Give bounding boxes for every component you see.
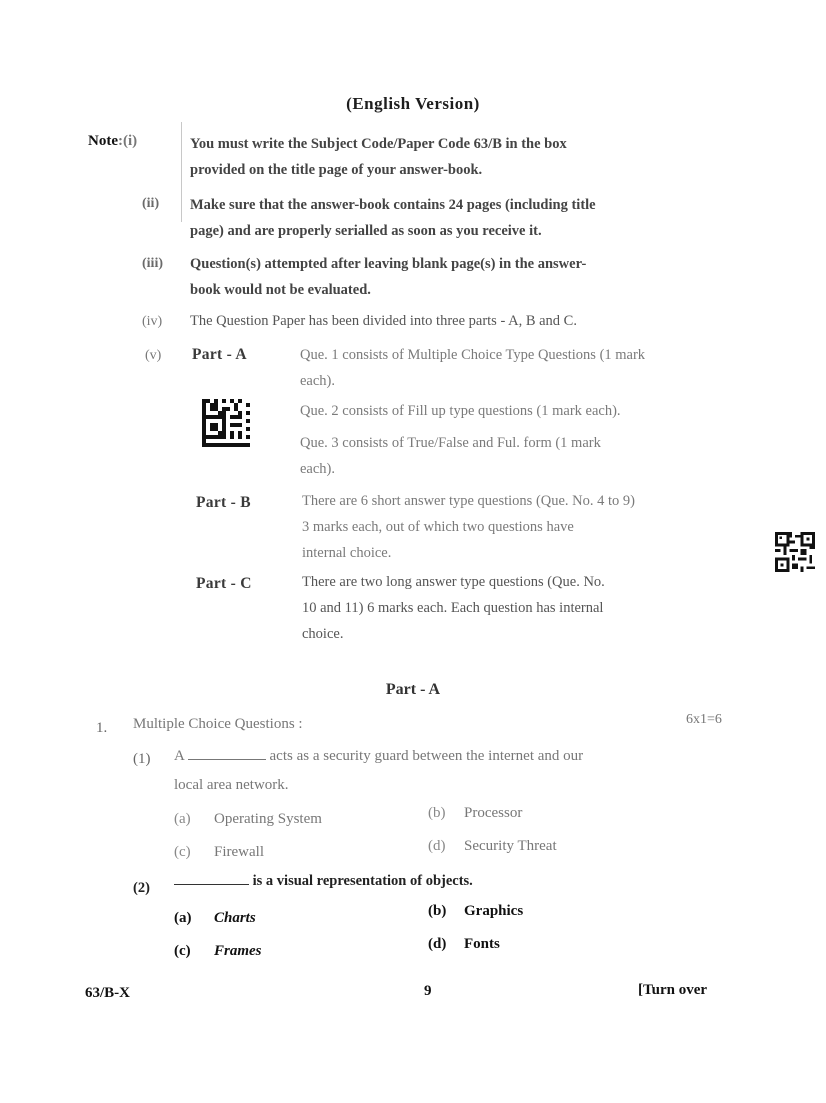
part-b-label: Part - B: [196, 494, 251, 511]
option-text: Processor: [464, 805, 523, 821]
note-num-i: :(i): [118, 133, 138, 149]
option-2a: [174, 910, 256, 927]
part-c-text: [302, 569, 718, 647]
part-a-que1-line-1: Que. 1 consists of Multiple Choice Type Questions (1 mark: [300, 347, 646, 363]
option-text: Frames: [214, 943, 262, 959]
part-a-que3-line-1: Que. 3 consists of True/False and Ful. form (1 mark: [300, 435, 601, 451]
option-1b: [428, 805, 522, 822]
option-text: Charts: [214, 910, 256, 926]
subquestion-1-number: (1): [133, 751, 151, 767]
option-letter: (c): [174, 844, 191, 860]
note-num-iii: (iii): [142, 256, 163, 271]
option-text: Operating System: [214, 811, 322, 827]
part-c-line-2: 10 and 11) 6 marks each. Each question has internal: [302, 600, 604, 616]
part-c-line-3: choice.: [302, 626, 344, 642]
option-1c: [174, 844, 264, 861]
option-text: Security Threat: [464, 838, 557, 854]
note-iii-line-1: Question(s) attempted after leaving blank page(s) in the answer-: [190, 256, 587, 272]
part-a-que3: [300, 430, 720, 482]
option-letter: (d): [428, 838, 446, 854]
option-letter: (c): [174, 943, 191, 959]
subquestion-2-after: is a visual representation of objects.: [252, 873, 473, 889]
paper-code: 63/B-X: [85, 985, 130, 1001]
part-a-que1-line-2: each).: [300, 373, 336, 389]
section-heading: Part - A: [385, 681, 441, 698]
note-iv: The Question Paper has been divided into three parts - A, B and C.: [190, 313, 577, 329]
note-num-v: (v): [145, 348, 162, 363]
subquestion-1-line-2: local area network.: [174, 777, 289, 793]
part-b-line-3: internal choice.: [302, 545, 392, 561]
subquestion-1-after: acts as a security guard between the internet and our: [269, 748, 584, 764]
option-letter: (d): [428, 936, 447, 952]
question-1-number: 1.: [96, 720, 108, 736]
option-2b: [428, 903, 523, 920]
part-a-que3-line-2: each).: [300, 461, 336, 477]
note-ii-line-1: Make sure that the answer-book contains 24 pages (including title: [190, 197, 596, 213]
note-i: [190, 131, 726, 183]
option-1d: [428, 838, 557, 855]
option-text: Firewall: [214, 844, 264, 860]
note-divider: [181, 122, 182, 222]
question-1-title: Multiple Choice Questions :: [133, 716, 303, 732]
page-number: 9: [424, 983, 432, 999]
note-iii-line-2: book would not be evaluated.: [190, 282, 371, 298]
note-num-iv: (iv): [142, 314, 163, 329]
note-num-ii: (ii): [142, 196, 160, 211]
part-b-text: [302, 488, 718, 566]
subquestion-2-text: [174, 872, 473, 890]
option-letter: (b): [428, 903, 447, 919]
part-a-label: Part - A: [192, 346, 247, 363]
option-letter: (b): [428, 805, 446, 821]
note-label: [88, 133, 137, 150]
part-a-que2: Que. 2 consists of Fill up type questions (1 mark each).: [300, 403, 621, 419]
part-a-que1: [300, 342, 720, 394]
option-text: Fonts: [464, 936, 500, 952]
subquestion-1-before: A: [174, 748, 185, 764]
part-c-label: Part - C: [196, 575, 252, 592]
note-i-line-1: You must write the Subject Code/Paper Code 63/B in the box: [190, 136, 567, 152]
note-i-line-2: provided on the title page of your answer-book.: [190, 162, 483, 178]
option-2d: [428, 936, 500, 953]
note-iii: [190, 251, 726, 303]
note-word: Note: [88, 133, 118, 149]
datamatrix-code-icon: [202, 399, 250, 447]
option-2c: [174, 943, 262, 960]
qr-code-icon: [775, 532, 815, 572]
subquestion-2-number: (2): [133, 880, 150, 896]
option-1a: [174, 811, 322, 828]
part-b-line-2: 3 marks each, out of which two questions have: [302, 519, 574, 535]
part-c-line-1: There are two long answer type questions (Que. No.: [302, 574, 605, 590]
option-letter: (a): [174, 910, 192, 926]
note-ii: [190, 192, 726, 244]
option-letter: (a): [174, 811, 191, 827]
fill-blank: [188, 747, 266, 760]
fill-blank: [174, 872, 249, 885]
subquestion-1-text: [174, 747, 714, 765]
part-b-line-1: There are 6 short answer type questions (Que. No. 4 to 9): [302, 493, 636, 509]
option-text: Graphics: [464, 903, 524, 919]
note-ii-line-2: page) and are properly serialled as soon as you receive it.: [190, 223, 542, 239]
question-1-marks: 6x1=6: [686, 712, 722, 727]
document-title: (English Version): [346, 94, 480, 113]
turn-over-label: [Turn over: [638, 982, 708, 998]
